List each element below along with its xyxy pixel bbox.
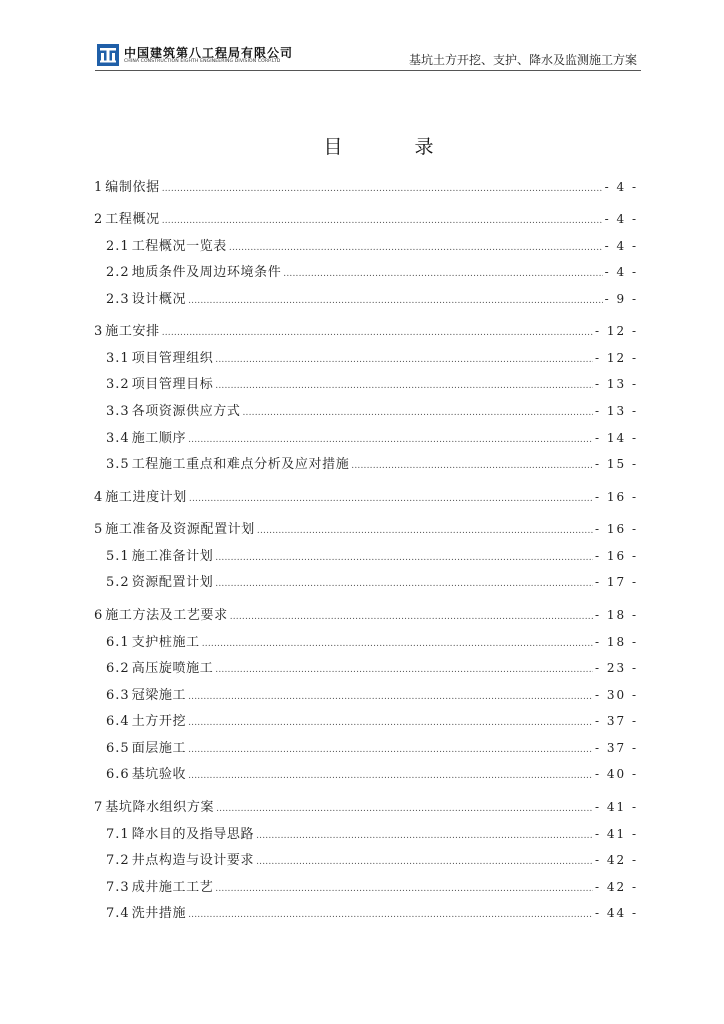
toc-entry-page: - 4 -	[604, 180, 638, 194]
toc-entry-title: 资源配置计划	[131, 575, 214, 590]
toc-entry-title: 基坑验收	[131, 767, 187, 782]
toc-entry-title: 施工方法及工艺要求	[105, 608, 228, 623]
toc-entry-page: - 37 -	[594, 714, 638, 728]
toc-subsection-entry[interactable]	[106, 686, 638, 704]
toc-entry-number: 1	[94, 180, 104, 195]
toc-dot-leader	[215, 661, 593, 679]
toc-entry-page: - 12 -	[594, 351, 638, 365]
toc-entry-title: 土方开挖	[131, 714, 187, 729]
toc-dot-leader	[162, 324, 593, 342]
toc-entry-number: 3.4	[106, 431, 130, 446]
toc-entry-page: - 23 -	[594, 661, 638, 675]
toc-entry-page: - 42 -	[594, 853, 638, 867]
toc-entry-number: 2.3	[106, 292, 130, 307]
toc-entry-number: 3.1	[106, 351, 130, 366]
toc-subsection-entry[interactable]	[106, 851, 638, 869]
toc-entry-title: 工程概况	[105, 212, 160, 227]
toc-section-entry[interactable]	[94, 178, 638, 196]
toc-entry-title: 面层施工	[131, 741, 187, 756]
toc-entry-number: 4	[94, 490, 104, 505]
toc-entry-number: 5	[94, 522, 104, 537]
toc-dot-leader	[188, 906, 593, 924]
toc-subsection-entry[interactable]	[106, 878, 638, 896]
toc-subsection-entry[interactable]	[106, 573, 638, 591]
toc-dot-leader	[189, 490, 593, 508]
toc-subsection-entry[interactable]	[106, 765, 638, 783]
toc-entry-title: 井点构造与设计要求	[131, 853, 255, 868]
toc-section-entry[interactable]	[94, 322, 638, 340]
toc-subsection-entry[interactable]	[106, 904, 638, 922]
toc-entry-page: - 17 -	[594, 575, 638, 589]
toc-subsection-entry[interactable]	[106, 263, 638, 281]
toc-entry-number: 3.3	[106, 404, 130, 419]
toc-entry-page: - 9 -	[604, 292, 638, 306]
toc-entry-page: - 18 -	[594, 635, 638, 649]
toc-entry-page: - 18 -	[594, 608, 638, 622]
toc-entry-title: 工程概况一览表	[131, 239, 227, 254]
toc-entry-title: 高压旋喷施工	[131, 661, 214, 676]
toc-entry-title: 地质条件及周边环境条件	[131, 265, 282, 280]
toc-dot-leader	[256, 853, 593, 871]
toc-entry-page: - 30 -	[594, 688, 638, 702]
toc-entry-title: 洗井措施	[131, 906, 187, 921]
toc-entry-number: 7.2	[106, 853, 130, 868]
toc-subsection-entry[interactable]	[106, 659, 638, 677]
toc-entry-page: - 41 -	[594, 800, 638, 814]
toc-entry-number: 6.6	[106, 767, 130, 782]
toc-entry-title: 支护桩施工	[131, 635, 200, 650]
toc-dot-leader	[229, 239, 603, 257]
toc-dot-leader	[230, 608, 593, 626]
toc-dot-leader	[215, 880, 593, 898]
toc-entry-page: - 44 -	[594, 906, 638, 920]
toc-dot-leader	[351, 457, 593, 475]
toc-entry-title: 施工进度计划	[105, 490, 187, 505]
toc-dot-leader	[188, 292, 603, 310]
toc-entry-title: 施工准备及资源配置计划	[105, 522, 255, 537]
toc-entry-page: - 16 -	[594, 549, 638, 563]
toc-entry-title: 基坑降水组织方案	[105, 800, 215, 815]
toc-entry-number: 5.1	[106, 549, 130, 564]
toc-entry-page: - 41 -	[594, 827, 638, 841]
toc-entry-number: 5.2	[106, 575, 130, 590]
toc-subsection-entry[interactable]	[106, 547, 638, 565]
toc-subsection-entry[interactable]	[106, 455, 638, 473]
toc-dot-leader	[188, 741, 593, 759]
toc-subsection-entry[interactable]	[106, 290, 638, 308]
toc-entry-page: - 37 -	[594, 741, 638, 755]
toc-entry-page: - 4 -	[604, 239, 638, 253]
toc-dot-leader	[243, 404, 593, 422]
toc-subsection-entry[interactable]	[106, 237, 638, 255]
toc-entry-page: - 16 -	[594, 522, 638, 536]
toc-subsection-entry[interactable]	[106, 349, 638, 367]
toc-section-entry[interactable]	[94, 798, 638, 816]
toc-entry-number: 6.1	[106, 635, 130, 650]
toc-dot-leader	[202, 635, 593, 653]
company-name-cn: 中国建筑第八工程局有限公司	[124, 46, 294, 60]
toc-dot-leader	[215, 549, 593, 567]
toc-subsection-entry[interactable]	[106, 633, 638, 651]
toc-entry-page: - 13 -	[594, 404, 638, 418]
toc-subsection-entry[interactable]	[106, 739, 638, 757]
company-name-en: CHINA CONSTRUCTION EIGHTH ENGINEERING DIVISION CORP.LTD	[124, 59, 281, 64]
toc-entry-title: 设计概况	[131, 292, 187, 307]
toc-dot-leader	[215, 351, 593, 369]
toc-entry-title: 施工准备计划	[131, 549, 214, 564]
toc-dot-leader	[257, 522, 593, 540]
toc-entry-page: - 12 -	[594, 324, 638, 338]
toc-title: 目 录	[323, 136, 467, 158]
toc-entry-title: 项目管理目标	[131, 377, 214, 392]
toc-dot-leader	[162, 212, 603, 230]
toc-entry-page: - 40 -	[594, 767, 638, 781]
toc-entry-title: 编制依据	[105, 180, 160, 195]
toc-entry-number: 2.2	[106, 265, 130, 280]
toc-dot-leader	[188, 688, 593, 706]
toc-dot-leader	[256, 827, 593, 845]
toc-entry-title: 施工顺序	[131, 431, 187, 446]
toc-dot-leader	[188, 431, 593, 449]
toc-subsection-entry[interactable]	[106, 402, 638, 420]
toc-entry-number: 7.1	[106, 827, 130, 842]
toc-entry-number: 3	[94, 324, 104, 339]
toc-entry-title: 施工安排	[105, 324, 160, 339]
toc-entry-page: - 13 -	[594, 377, 638, 391]
toc-subsection-entry[interactable]	[106, 375, 638, 393]
toc-section-entry[interactable]	[94, 210, 638, 228]
toc-entry-title: 工程施工重点和难点分析及应对措施	[131, 457, 350, 472]
toc-subsection-entry[interactable]	[106, 429, 638, 447]
toc-subsection-entry[interactable]	[106, 712, 638, 730]
toc-entry-page: - 14 -	[594, 431, 638, 445]
toc-entry-number: 7.3	[106, 880, 130, 895]
toc-entry-number: 3.2	[106, 377, 130, 392]
toc-entry-page: - 15 -	[594, 457, 638, 471]
toc-entry-number: 6	[94, 608, 104, 623]
toc-section-entry[interactable]	[94, 488, 638, 506]
document-title: 基坑土方开挖、支护、降水及监测施工方案	[408, 53, 637, 67]
toc-dot-leader	[216, 800, 593, 818]
toc-section-entry[interactable]	[94, 520, 638, 538]
toc-entry-title: 冠梁施工	[131, 688, 187, 703]
toc-entry-page: - 4 -	[604, 212, 638, 226]
toc-entry-number: 7.4	[106, 906, 130, 921]
toc-entry-number: 3.5	[106, 457, 130, 472]
toc-entry-number: 6.2	[106, 661, 130, 676]
toc-dot-leader	[162, 180, 603, 198]
toc-dot-leader	[283, 265, 602, 283]
toc-entry-number: 6.3	[106, 688, 130, 703]
toc-dot-leader	[188, 767, 593, 785]
toc-entry-title: 成井施工工艺	[131, 880, 214, 895]
toc-entry-number: 6.4	[106, 714, 130, 729]
toc-dot-leader	[188, 714, 593, 732]
toc-section-entry[interactable]	[94, 606, 638, 624]
toc-entry-title: 各项资源供应方式	[131, 404, 241, 419]
toc-entry-title: 降水目的及指导思路	[131, 827, 255, 842]
toc-entry-page: - 4 -	[604, 265, 638, 279]
toc-entry-number: 6.5	[106, 741, 130, 756]
toc-dot-leader	[215, 377, 593, 395]
toc-entry-page: - 16 -	[594, 490, 638, 504]
toc-dot-leader	[215, 575, 593, 593]
toc-entry-title: 项目管理组织	[131, 351, 214, 366]
toc-entry-number: 2	[94, 212, 104, 227]
toc-entry-page: - 42 -	[594, 880, 638, 894]
toc-entry-number: 2.1	[106, 239, 130, 254]
toc-entry-number: 7	[94, 800, 104, 815]
toc-subsection-entry[interactable]	[106, 825, 638, 843]
